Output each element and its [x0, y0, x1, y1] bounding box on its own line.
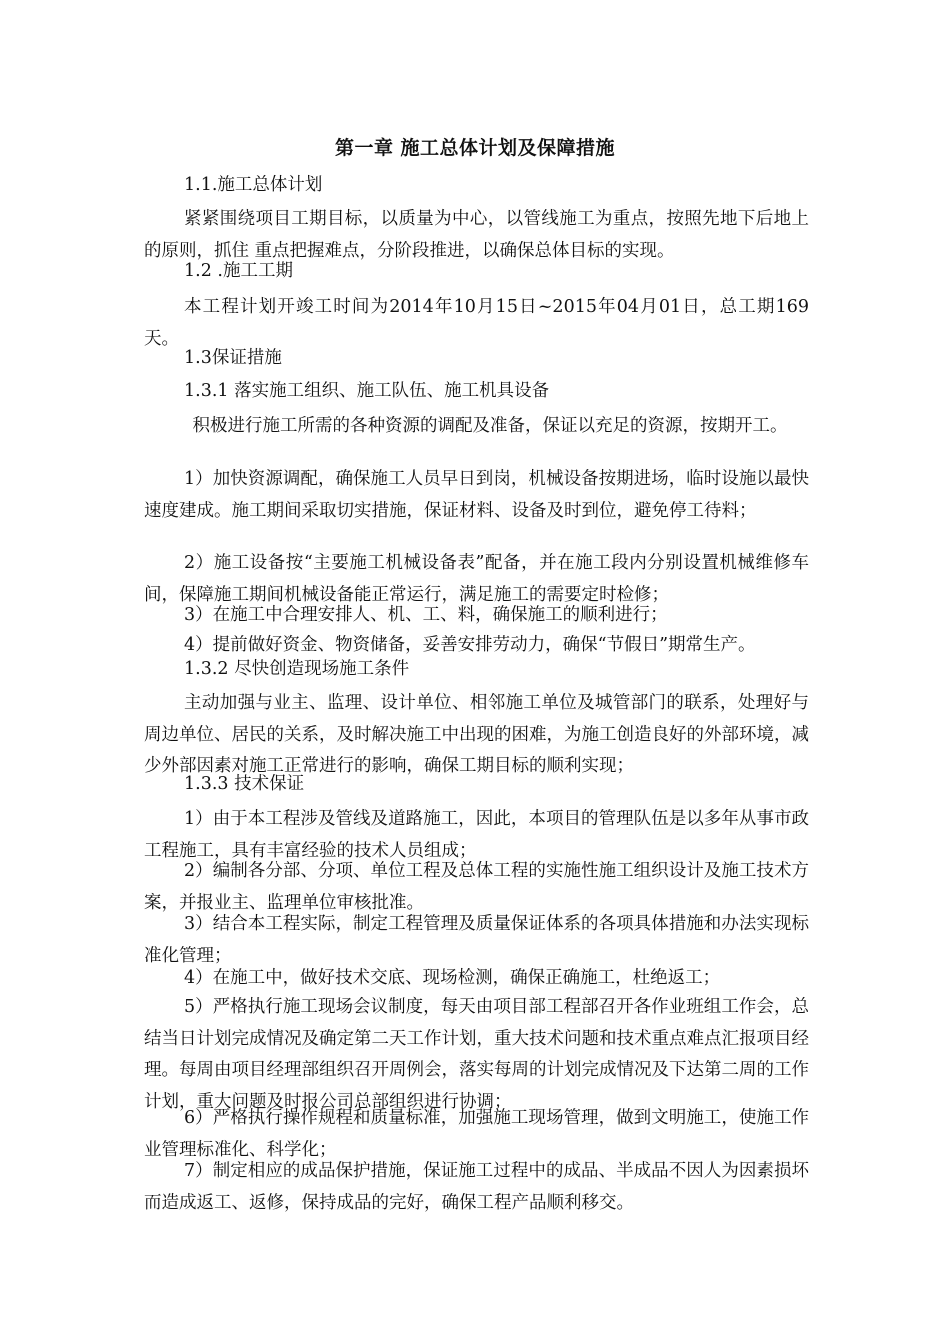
section-heading-1-3: 1.3保证措施	[184, 348, 282, 368]
list-item: 3）在施工中合理安排人、机、工、料，确保施工的顺利进行；	[184, 605, 668, 625]
section-heading-1-1: 1.1.施工总体计划	[184, 175, 323, 195]
list-item: 4）提前做好资金、物资储备，妥善安排劳动力，确保“节假日”期常生产。	[184, 635, 756, 655]
paragraph-1-3-2: 主动加强与业主、监理、设计单位、相邻施工单位及城管部门的联系，处理好与周边单位、居民的关系，及时解决施工中出现的困难，为施工创造良好的外部环境，减少外部因素对施工正常进行的影响，确保工期目标的顺利实现；	[144, 693, 809, 776]
list-item: 2）施工设备按“主要施工机械设备表”配备，并在施工段内分别设置机械维修车间，保障施工期间机械设备能正常运行，满足施工的需要定时检修；	[144, 553, 809, 605]
section-heading-1-3-2: 1.3.2 尽快创造现场施工条件	[184, 659, 410, 679]
section-heading-1-3-3: 1.3.3 技术保证	[184, 774, 305, 794]
list-item: 6）严格执行操作规程和质量标准，加强施工现场管理，做到文明施工，使施工作业管理标准化、科学化；	[144, 1108, 809, 1160]
list-item: 1）由于本工程涉及管线及道路施工，因此，本项目的管理队伍是以多年从事市政工程施工，具有丰富经验的技术人员组成；	[144, 809, 809, 861]
list-item: 5）严格执行施工现场会议制度，每天由项目部工程部召开各作业班组工作会，总结当日计划完成情况及确定第二天工作计划，重大技术问题和技术重点难点汇报项目经理。每周由项目经理部组织召开周例会，落实每周的计划完成情况及下达第二周的工作计划，重大问题及时报公司总部组织进行协调；	[144, 997, 809, 1112]
chapter-title: 第一章 施工总体计划及保障措施	[334, 137, 616, 159]
list-item: 7）制定相应的成品保护措施，保证施工过程中的成品、半成品不因人为因素损坏而造成返工、返修，保持成品的完好，确保工程产品顺利移交。	[144, 1161, 809, 1213]
list-item: 3）结合本工程实际，制定工程管理及质量保证体系的各项具体措施和办法实现标准化管理；	[144, 914, 809, 966]
list-item: 4）在施工中，做好技术交底、现场检测，确保正确施工，杜绝返工；	[184, 968, 721, 988]
list-item: 2）编制各分部、分项、单位工程及总体工程的实施性施工组织设计及施工技术方案，并报业主、监理单位审核批准。	[144, 861, 809, 913]
section-heading-1-2: 1.2 .施工工期	[184, 261, 293, 281]
paragraph-1-1: 紧紧围绕项目工期目标，以质量为中心，以管线施工为重点，按照先地下后地上的原则，抓住 重点把握难点，分阶段推进，以确保总体目标的实现。	[144, 209, 809, 261]
list-item: 1）加快资源调配，确保施工人员早日到岗，机械设备按期进场，临时设施以最快速度建成。施工期间采取切实措施，保证材料、设备及时到位，避免停工待料；	[144, 469, 809, 521]
section-heading-1-3-1: 1.3.1 落实施工组织、施工队伍、施工机具设备	[184, 381, 550, 401]
paragraph-1-3-1-intro: 积极进行施工所需的各种资源的调配及准备，保证以充足的资源，按期开工。	[192, 416, 788, 436]
paragraph-1-2: 本工程计划开竣工时间为2014年10月15日~2015年04月01日，总工期169天。	[144, 297, 809, 349]
